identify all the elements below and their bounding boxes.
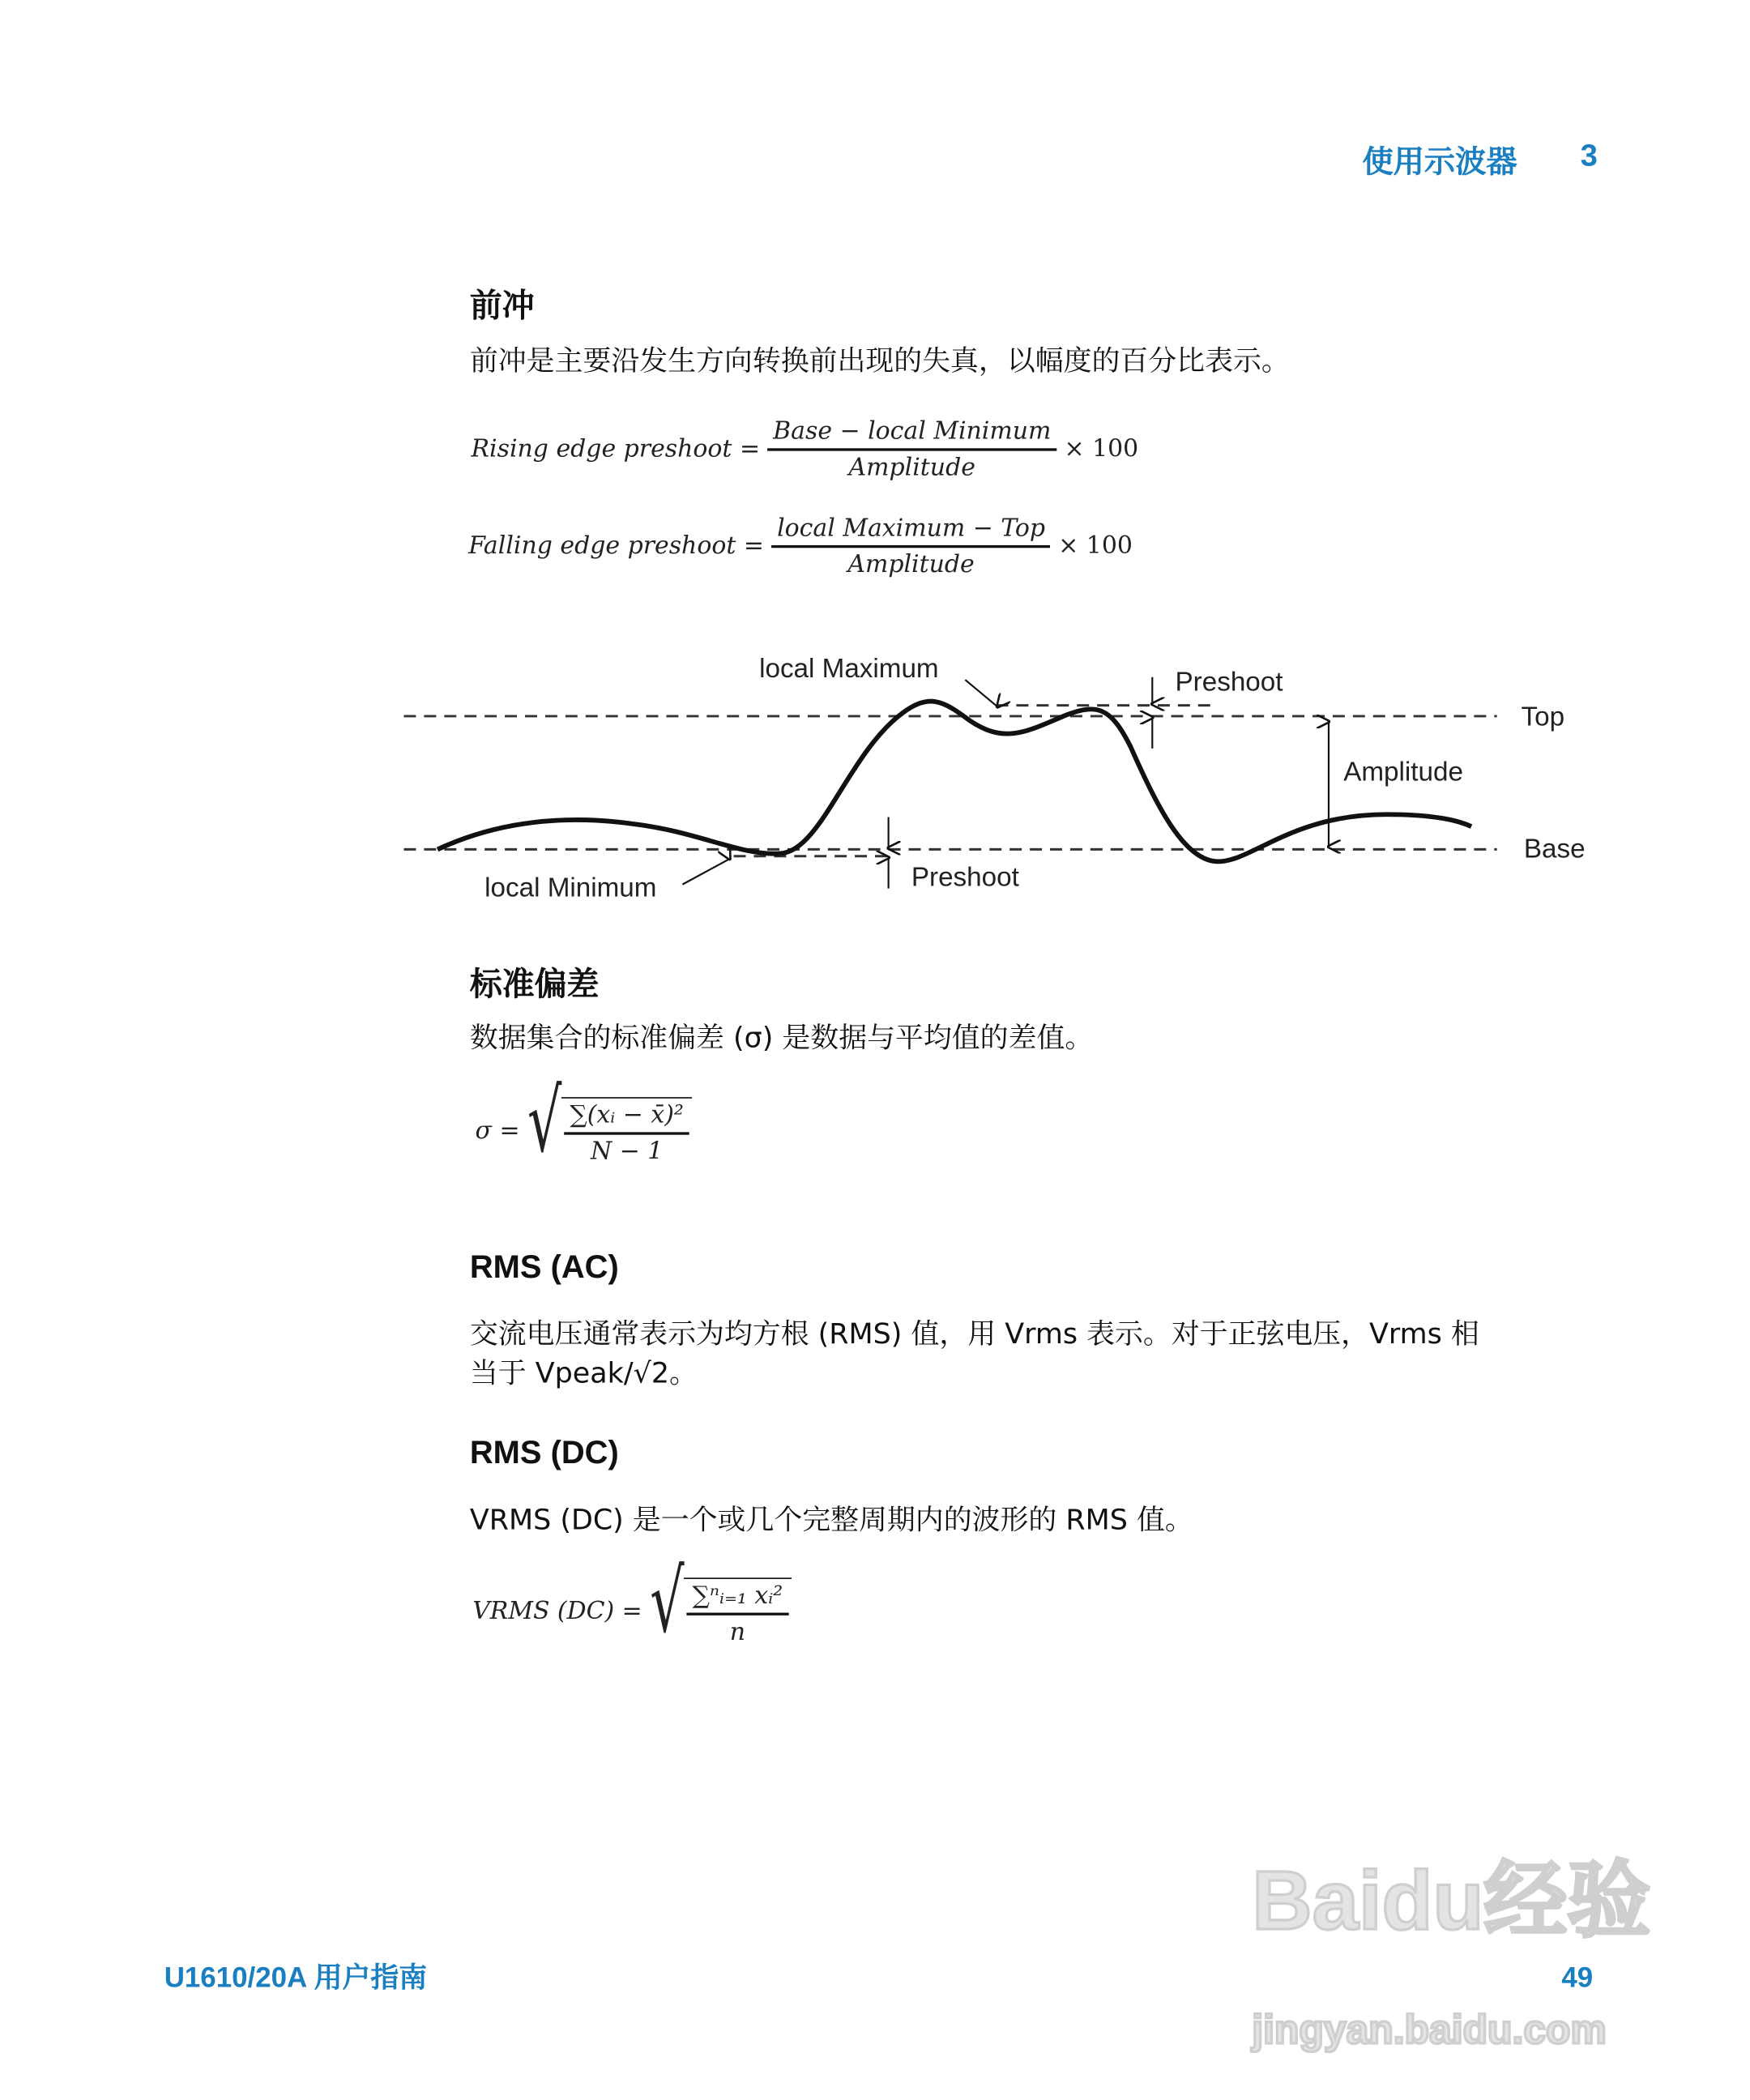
- formula-lhs: σ =: [475, 1116, 520, 1146]
- rms-dc-description: VRMS (DC) 是一个或几个完整周期内的波形的 RMS 值。: [469, 1503, 1193, 1536]
- footer-manual-title: U1610/20A 用户指南: [164, 1962, 428, 1994]
- formula-numerator: Base − local Minimum: [768, 417, 1056, 451]
- formula-numerator: local Maximum − Top: [771, 514, 1050, 548]
- label-amplitude: Amplitude: [1343, 757, 1463, 788]
- waveform: [438, 702, 1471, 862]
- preshoot-heading: 前冲: [469, 286, 535, 325]
- label-preshoot-bottom: Preshoot: [911, 862, 1019, 893]
- falling-preshoot-formula: Falling edge preshoot = $\frac{\text{local Maximum − Top}}{\text{Amplitude}}$ × 100: [468, 514, 1133, 579]
- local-max-pointer: [965, 680, 997, 706]
- vrms-dc-formula: [472, 1553, 791, 1654]
- std-dev-heading: 标准偏差: [469, 965, 600, 1003]
- formula-lhs: Rising edge preshoot: [471, 434, 732, 463]
- formula-denominator: N − 1: [590, 1138, 664, 1166]
- preshoot-description: 前冲是主要沿发生方向转换前出现的失真，以幅度的百分比表示。: [469, 344, 1290, 378]
- rms-ac-heading: RMS (AC): [469, 1248, 619, 1286]
- label-local-minimum: local Minimum: [484, 873, 657, 903]
- formula-multiplier: × 100: [1064, 434, 1139, 463]
- baidu-watermark-logo: Baidu经验: [1252, 1855, 1651, 1948]
- formula-lhs: VRMS (DC) =: [472, 1597, 642, 1626]
- local-min-pointer: [682, 859, 729, 885]
- formula-denominator: Amplitude: [847, 550, 975, 579]
- std-dev-description: 数据集合的标准偏差 (σ) 是数据与平均值的差值。: [469, 1022, 1094, 1054]
- std-dev-formula: [475, 1073, 692, 1172]
- chapter-number: 3: [1580, 137, 1598, 173]
- formula-numerator: ∑ⁿᵢ₌₁ xᵢ²: [687, 1581, 788, 1616]
- formula-multiplier: × 100: [1058, 531, 1133, 561]
- chapter-title: 使用示波器: [1362, 143, 1517, 179]
- baidu-watermark-url: jingyan.baidu.com: [1252, 2008, 1607, 2053]
- label-local-maximum: local Maximum: [759, 653, 939, 684]
- rms-ac-line-2: 当于 Vpeak/√2。: [469, 1356, 698, 1389]
- formula-lhs: Falling edge preshoot: [468, 531, 736, 561]
- label-preshoot-top: Preshoot: [1175, 667, 1283, 698]
- formula-numerator: ∑(xᵢ − x̄)²: [565, 1101, 689, 1135]
- rms-ac-line-1: 交流电压通常表示为均方根 (RMS) 值，用 Vrms 表示。对于正弦电压，Vrms 相: [469, 1317, 1479, 1351]
- footer-page-number: 49: [1561, 1962, 1594, 1994]
- rms-dc-heading: RMS (DC): [469, 1435, 619, 1472]
- rising-preshoot-formula: Rising edge preshoot = $\frac{\text{Base − local Minimum}}{\text{Amplitude}}$ × 100: [471, 417, 1139, 482]
- formula-denominator: Amplitude: [848, 453, 975, 482]
- sqrt-icon: √: [527, 1073, 562, 1172]
- formula-denominator: n: [729, 1618, 746, 1647]
- label-base: Base: [1523, 834, 1586, 864]
- label-top: Top: [1521, 702, 1565, 732]
- sqrt-icon: √: [650, 1553, 685, 1654]
